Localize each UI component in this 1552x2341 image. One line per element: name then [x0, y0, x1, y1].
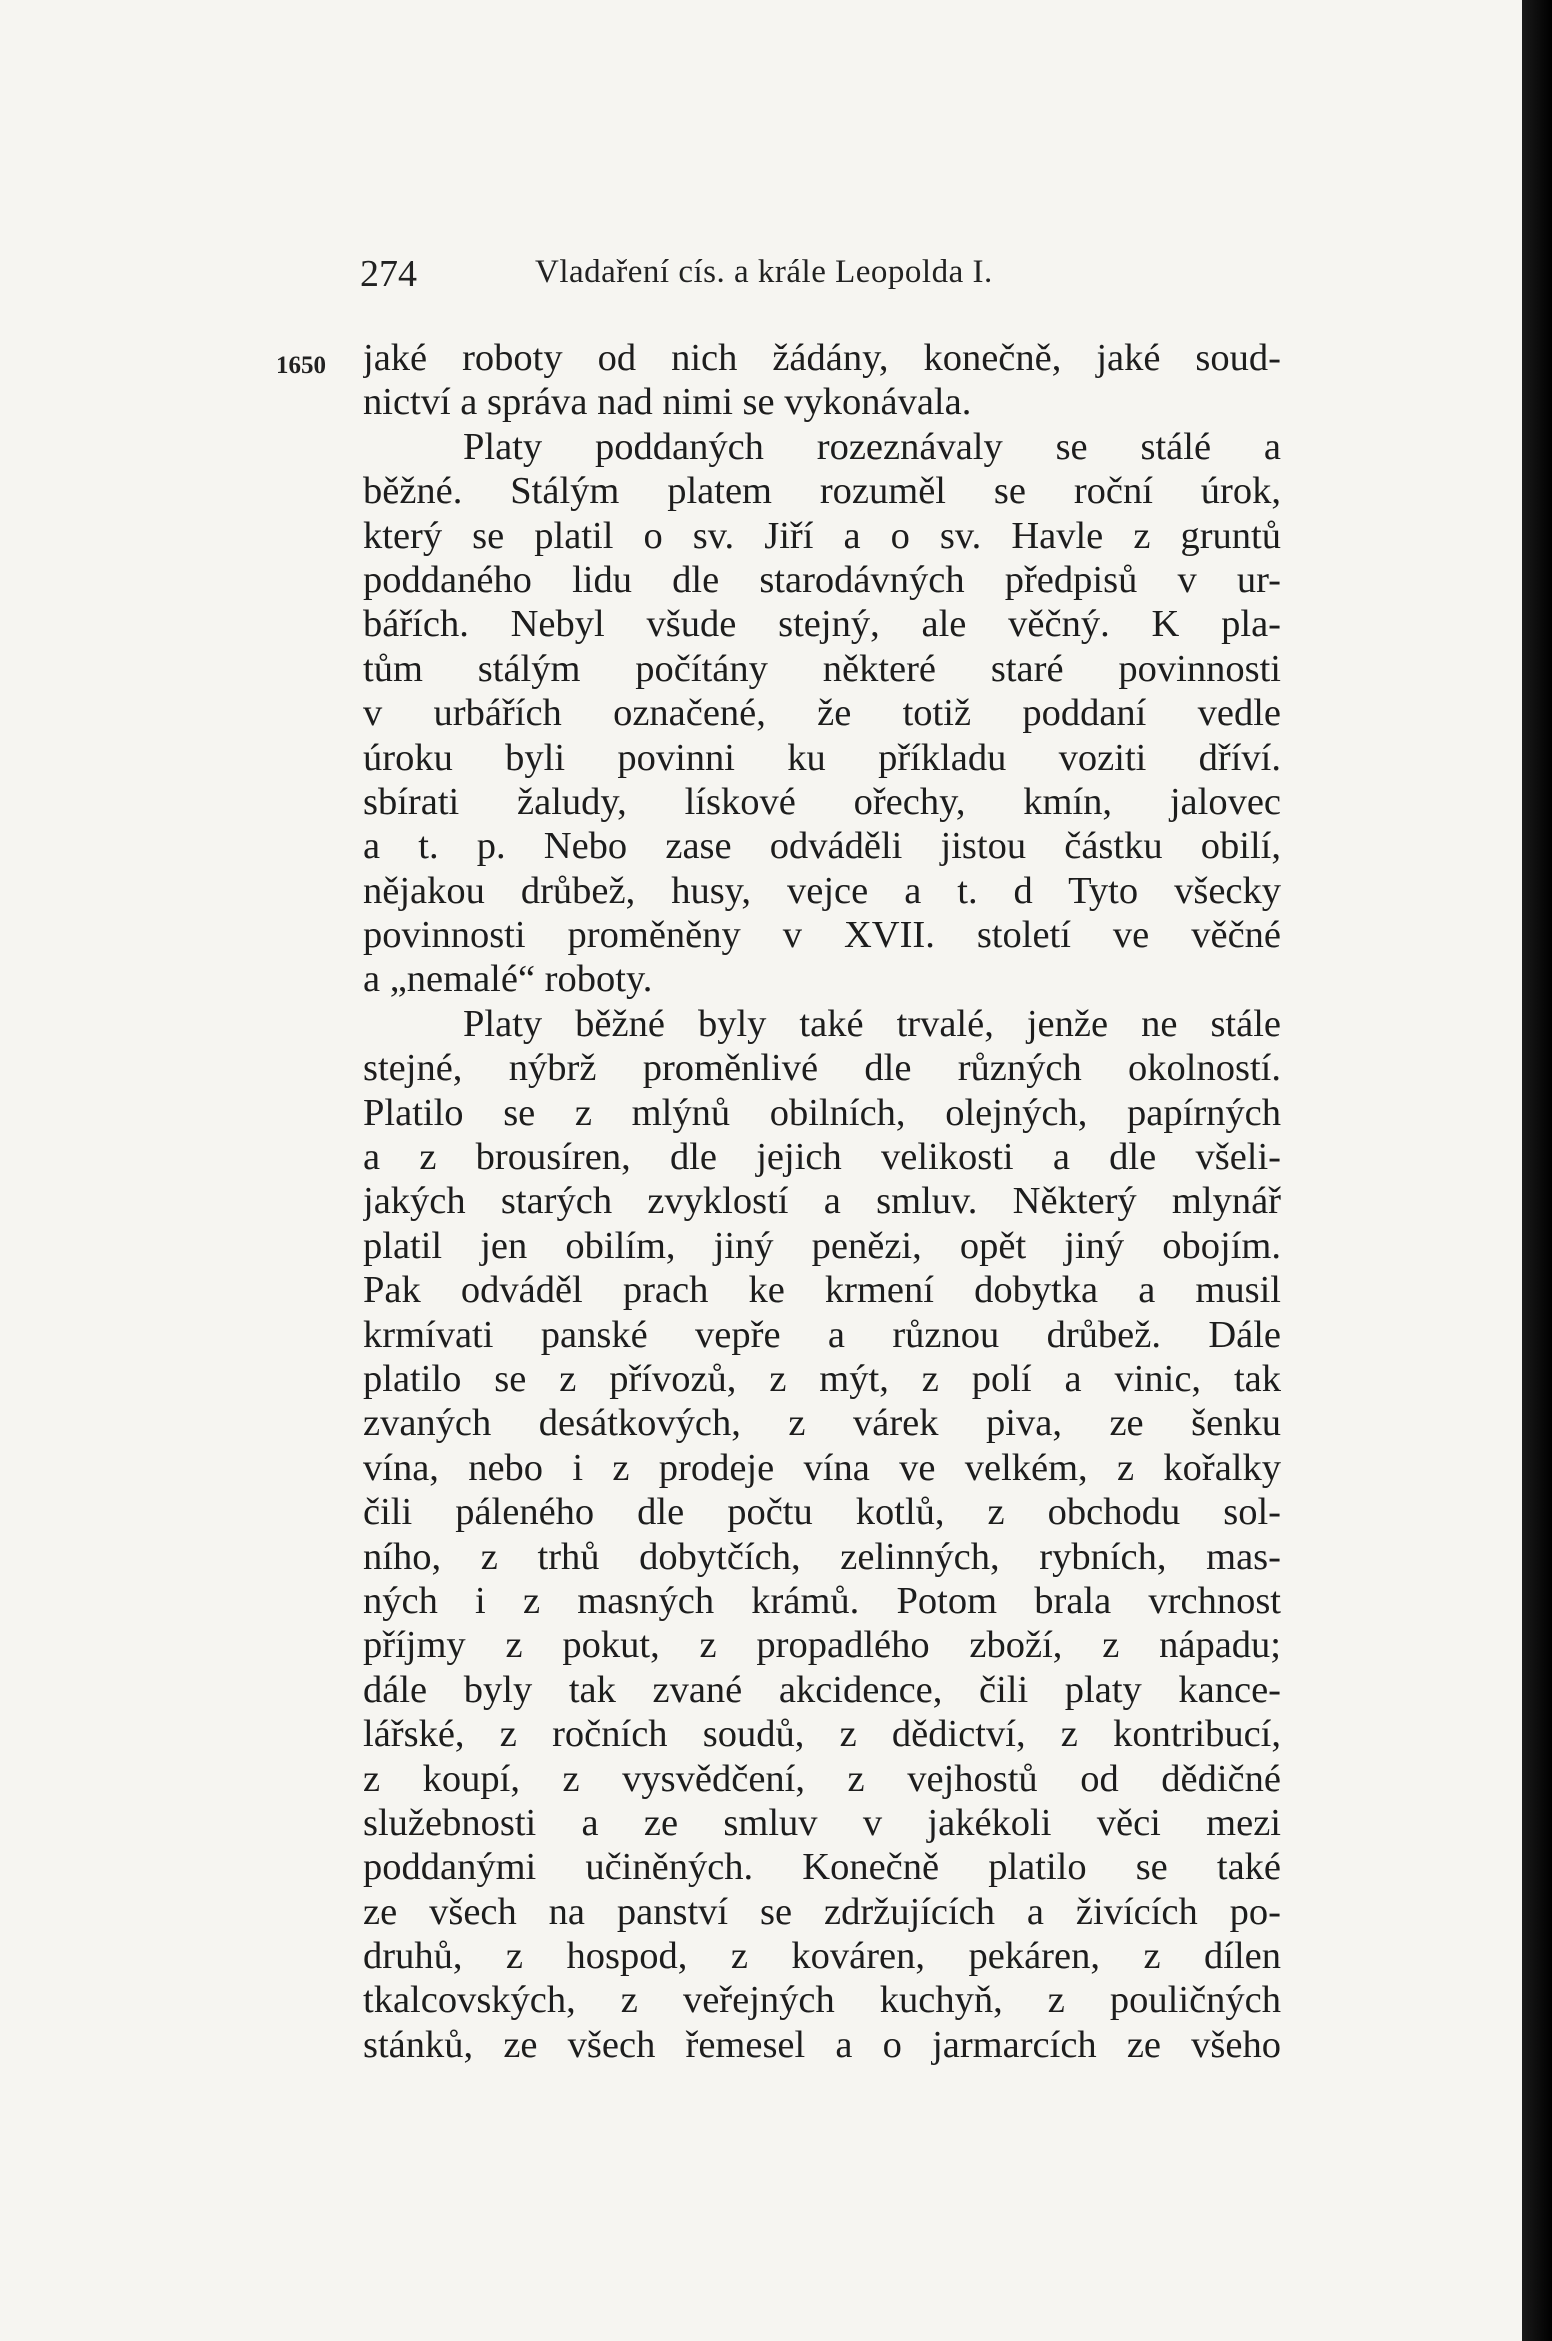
- scan-border: [1522, 0, 1552, 2341]
- text-line: sbírati žaludy, lískové ořechy, kmín, jalovec: [363, 780, 1281, 823]
- text-line: Platilo se z mlýnů obilních, olejných, papírných: [363, 1091, 1281, 1134]
- text-line: stánků, ze všech řemesel a o jarmarcích ze všeho: [363, 2023, 1281, 2066]
- text-line: bářích. Nebyl všude stejný, ale věčný. K pla-: [363, 603, 1281, 646]
- text-line: dále byly tak zvané akcidence, čili platy kance-: [363, 1668, 1281, 1711]
- text-line: povinnosti proměněny v XVII. století ve věčné: [363, 914, 1281, 957]
- text-line: čili páleného dle počtu kotlů, z obchodu sol-: [363, 1491, 1281, 1534]
- text-line: Platy běžné byly také trvalé, jenže ne stále: [463, 1002, 1281, 1045]
- text-line: služebnosti a ze smluv v jakékoli věci mezi: [363, 1801, 1281, 1844]
- text-line: stejné, nýbrž proměnlivé dle různých okolností.: [363, 1047, 1281, 1090]
- text-line: krmívati panské vepře a různou drůbež. Dále: [363, 1313, 1281, 1356]
- page-header: [360, 248, 1260, 308]
- text-line: druhů, z hospod, z kováren, pekáren, z dílen: [363, 1935, 1281, 1978]
- running-title: Vladaření cís. a krále Leopolda I.: [535, 254, 993, 290]
- text-line: vína, nebo i z prodeje vína ve velkém, z kořalky: [363, 1446, 1281, 1489]
- text-line: a „nemalé“ roboty.: [363, 958, 653, 1001]
- text-line: lářské, z ročních soudů, z dědictví, z kontribucí,: [363, 1713, 1281, 1756]
- text-line: zvaných desátkových, z várek piva, ze šenku: [363, 1402, 1281, 1445]
- text-line: ných i z masných krámů. Potom brala vrchnost: [363, 1579, 1281, 1622]
- text-line: v urbářích označené, že totiž poddaní vedle: [363, 692, 1281, 735]
- text-line: platil jen obilím, jiný penězi, opět jiný obojím.: [363, 1224, 1281, 1267]
- body-text: [363, 336, 1281, 2067]
- text-line: nějakou drůbež, husy, vejce a t. d Tyto všecky: [363, 869, 1281, 912]
- text-line: který se platil o sv. Jiří a o sv. Havle z gruntů: [363, 514, 1281, 557]
- text-line: platilo se z přívozů, z mýt, z polí a vinic, tak: [363, 1357, 1281, 1400]
- text-line: tkalcovských, z veřejných kuchyň, z pouličných: [363, 1979, 1281, 2022]
- text-line: a z brousíren, dle jejich velikosti a dle všeli-: [363, 1136, 1281, 1179]
- text-line: ze všech na panství se zdržujících a živících po-: [363, 1890, 1281, 1933]
- text-line: poddaného lidu dle starodávných předpisů v ur-: [363, 558, 1281, 601]
- text-line: příjmy z pokut, z propadlého zboží, z nápadu;: [363, 1624, 1281, 1667]
- text-line: Pak odváděl prach ke krmení dobytka a musil: [363, 1269, 1281, 1312]
- text-line: jakých starých zvyklostí a smluv. Některý mlynář: [363, 1180, 1281, 1223]
- text-line: a t. p. Nebo zase odváděli jistou částku obilí,: [363, 825, 1281, 868]
- text-line: ního, z trhů dobytčích, zelinných, rybních, mas-: [363, 1535, 1281, 1578]
- text-line: Platy poddaných rozeznávaly se stálé a: [463, 425, 1281, 468]
- text-line: jaké roboty od nich žádány, konečně, jaké soud-: [363, 337, 1281, 379]
- text-line: běžné. Stálým platem rozuměl se roční úrok,: [363, 470, 1281, 513]
- text-line: poddanými učiněných. Konečně platilo se také: [363, 1846, 1281, 1889]
- margin-year: 1650: [276, 352, 326, 379]
- page-number: 274: [360, 253, 417, 295]
- text-line: úroku byli povinni ku příkladu voziti dříví.: [363, 736, 1281, 779]
- text-line: tům stálým počítány některé staré povinnosti: [363, 647, 1281, 690]
- text-line: nictví a správa nad nimi se vykonávala.: [363, 381, 972, 424]
- text-line: z koupí, z vysvědčení, z vejhostů od dědičné: [363, 1757, 1281, 1800]
